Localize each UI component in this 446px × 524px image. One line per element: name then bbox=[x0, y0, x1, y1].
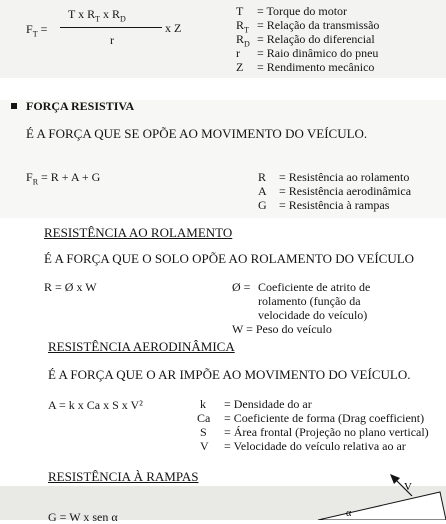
legend-sym: R bbox=[258, 170, 267, 184]
legend-text: = Resistência aerodinâmica bbox=[279, 184, 412, 198]
legend-sym: G bbox=[258, 198, 267, 212]
legend-sym: Z bbox=[236, 60, 244, 74]
legend-sym: k bbox=[200, 397, 206, 411]
section-statement: É A FORÇA QUE O SOLO OPÕE AO ROLAMENTO DO VEÍCULO bbox=[44, 251, 415, 266]
section-heading: RESISTÊNCIA AO ROLAMENTO bbox=[44, 225, 233, 240]
section-heading: RESISTÊNCIA AERODINÂMICA bbox=[48, 339, 235, 354]
legend-sym: T bbox=[236, 4, 244, 18]
section-statement: É A FORÇA QUE SE OPÕE AO MOVIMENTO DO VEÍCULO. bbox=[26, 126, 368, 141]
legend-text: = Raio dinâmico do pneu bbox=[257, 46, 379, 60]
legend-text: = Relação da transmissão bbox=[257, 18, 380, 32]
legend-text: = Relação do diferencial bbox=[257, 32, 375, 46]
section-heading: FORÇA RESISTIVA bbox=[26, 99, 135, 113]
formula1-denominator: r bbox=[110, 33, 114, 47]
top-band bbox=[0, 0, 446, 78]
formula-ramp: G = W x sen α bbox=[48, 510, 118, 524]
ramp-shape bbox=[318, 492, 446, 520]
formula-force: $F_R = R + A + G$ bbox=[26, 170, 101, 187]
legend-sym: r bbox=[236, 46, 240, 60]
bullet-icon bbox=[11, 103, 17, 109]
legend-sym: S bbox=[200, 425, 207, 439]
legend-text: = Torque do motor bbox=[257, 4, 348, 18]
legend-text: velocidade do veículo) bbox=[258, 308, 368, 322]
legend-text: W = Peso do veículo bbox=[232, 322, 332, 336]
legend-text: = Resistência ao rolamento bbox=[279, 170, 410, 184]
formula1-numerator: T x $R_T$ x $R_D$ bbox=[68, 7, 126, 24]
legend-text: = Rendimento mecânico bbox=[257, 60, 375, 74]
ramp-figure bbox=[300, 470, 446, 520]
formula1-tail: x Z bbox=[165, 21, 182, 35]
legend-text: = Resistência à rampas bbox=[279, 198, 390, 212]
angle-label: α bbox=[346, 508, 352, 519]
formula-aero: A = k x Ca x S x V² bbox=[48, 398, 143, 412]
legend-text: Coeficiente de atrito de bbox=[258, 280, 371, 294]
section-heading: RESISTÊNCIA À RAMPAS bbox=[48, 469, 199, 484]
section-statement: É A FORÇA QUE O AR IMPÕE AO MOVIMENTO DO VEÍCULO. bbox=[48, 367, 411, 382]
formula1-lhs: $F_T$ = bbox=[26, 22, 48, 39]
legend-sym: V bbox=[200, 439, 209, 453]
legend-sym: Ca bbox=[197, 411, 211, 425]
legend-text: = Coeficiente de forma (Drag coefficient) bbox=[224, 411, 425, 425]
velocity-label: V bbox=[404, 481, 412, 493]
legend-sym: Ø = bbox=[232, 280, 251, 294]
legend-text: = Velocidade do veículo relativa ao ar bbox=[224, 439, 406, 453]
legend-sym: $R_D$ bbox=[236, 32, 250, 49]
legend-text: = Área frontal (Projeção no plano vertical) bbox=[224, 425, 429, 439]
legend-text: = Densidade do ar bbox=[224, 397, 312, 411]
legend-text: rolamento (função da bbox=[258, 294, 361, 308]
fraction-bar bbox=[60, 27, 162, 28]
legend-sym: $R_T$ bbox=[236, 18, 249, 35]
formula-rolling: R = Ø x W bbox=[44, 280, 97, 294]
legend-sym: A bbox=[258, 184, 267, 198]
